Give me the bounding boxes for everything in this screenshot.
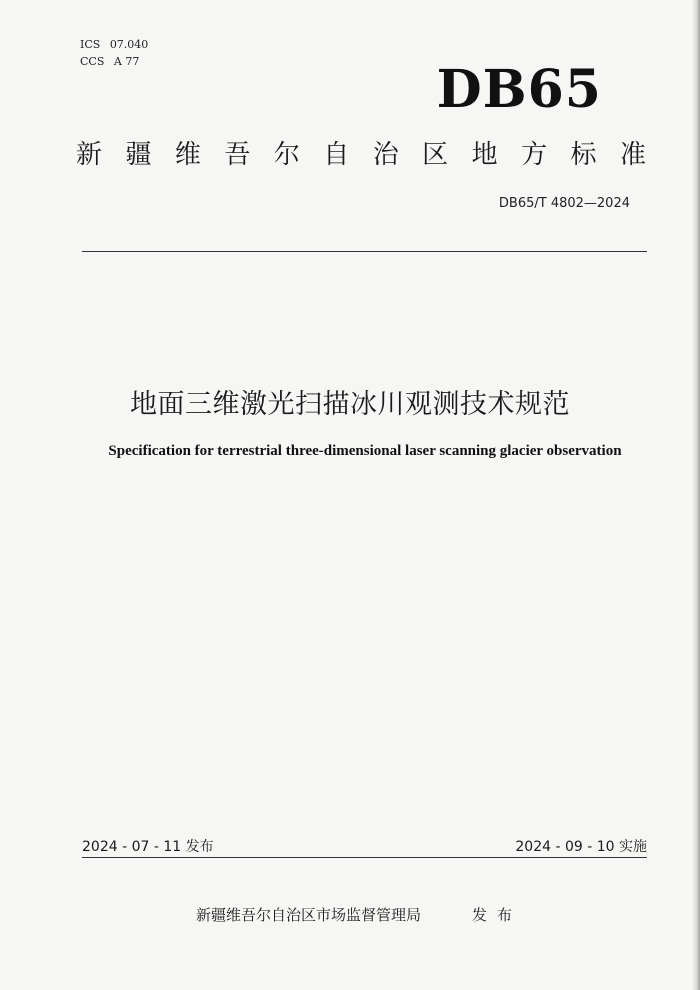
title-english: Specification for terrestrial three-dimensional laser scanning glacier observation [108,443,622,459]
standard-number: DB65/T 4802—2024 [498,196,630,211]
title-chinese: 地面三维激光扫描冰川观测技术规范 [130,389,570,420]
bottom-divider [82,857,647,858]
top-divider [82,251,647,252]
ccs-code [80,53,148,70]
issue-action: 发布 [472,906,523,924]
ics-value: 07.040 [109,38,149,51]
ics-label: ICS [80,38,101,51]
publish-date: 2024 - 07 - 11 发布 [82,839,214,855]
classification-codes [80,36,148,70]
db65-logo: DB65 [436,59,602,120]
issuing-authority: 新疆维吾尔自治区市场监督管理局 [196,906,422,924]
implementation-date: 2024 - 09 - 10 实施 [515,839,647,855]
ccs-value: A 77 [113,55,140,68]
standard-type-heading: 新疆维吾尔自治区地方标准 [76,140,648,170]
ics-code [80,36,148,53]
ccs-label: CCS [80,55,105,68]
scan-edge-shadow [692,0,700,990]
